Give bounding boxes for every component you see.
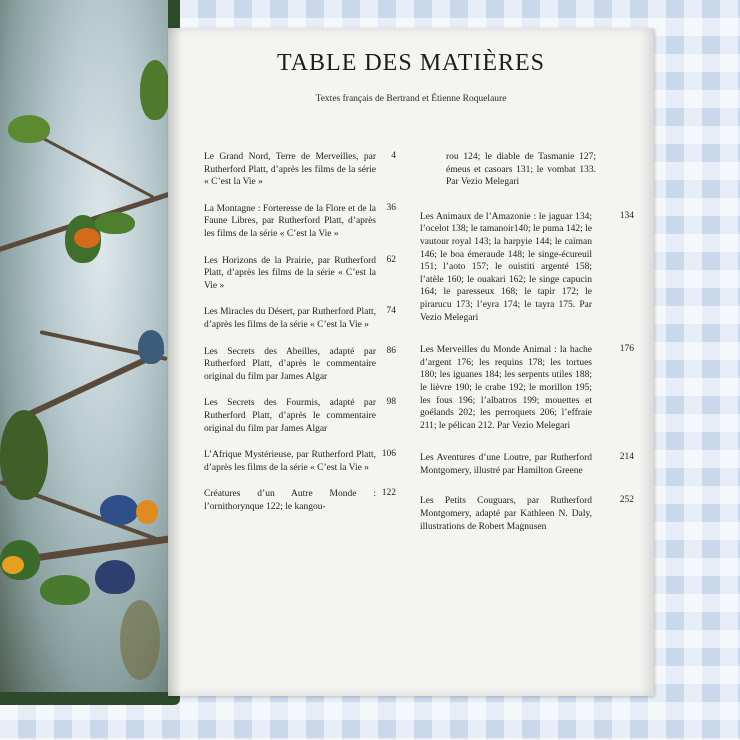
toc-entry	[204, 203, 404, 241]
parrot	[140, 60, 168, 120]
toc-entry-page: 62	[386, 254, 396, 265]
branch	[29, 130, 154, 198]
toc-entry	[204, 488, 404, 513]
toc-entry-page: 86	[386, 345, 396, 356]
left-page-photo	[0, 0, 168, 692]
parrot	[40, 575, 90, 605]
toc-entry-text: rou 124; le diable de Tasmanie 127; émeus et casoars 131; le vombat 133. Par Vezio Melegari	[446, 152, 596, 188]
parrot-breast	[2, 556, 24, 574]
parrot	[95, 212, 135, 234]
parrot	[8, 115, 50, 143]
toc-entry-page: 4	[391, 151, 396, 161]
parrot	[95, 560, 135, 594]
toc-entry	[204, 255, 404, 293]
toc-entry-text: La Montagne : Forteresse de la Flore et de la Faune Libres, par Rutherford Platt, d’après les films de la série « C’est la Vie »	[204, 203, 376, 239]
contents-column-left	[204, 151, 404, 527]
toc-entry-text: Les Aventures d’une Loutre, par Rutherford Montgomery, illustré par Hamilton Greene	[420, 453, 592, 476]
toc-entry-page: 214	[619, 452, 634, 463]
toc-entry-text: Le Grand Nord, Terre de Merveilles, par Rutherford Platt, d’après les films de la série « C’est la Vie »	[204, 152, 376, 188]
page-title: TABLE DES MATIÈRES	[276, 50, 546, 76]
contents-column-right	[420, 151, 634, 547]
toc-entry	[420, 210, 634, 324]
toc-entry-text: L’Afrique Mystérieuse, par Rutherford Platt, d’après les films de la série « C’est la Vie »	[204, 450, 376, 473]
parrot-breast	[74, 228, 100, 248]
toc-entry-text: Les Animaux de l’Amazonie : le jaguar 134; l’ocelot 138; le tamanoir140; le puma 142; le vautour royal 143; la harpyie 144; le caïman 146; le boa émeraude 148; le singe-écureuil 151; l’aoto 157; le ouistiti argenté 158; l’atèle 160; le ouakari 162; le singe capucin 164; le paresseux 168; le tapir 172; le pirarucu 173; l’eyra 174; le tayra 175. Par Vezio Melegari	[420, 211, 592, 323]
toc-entry	[204, 306, 404, 331]
toc-entry-text: Les Petits Couguars, par Rutherford Montgomery, adapté par Kathleen N. Daly, illustrations de Robert Magnusen	[420, 496, 592, 532]
page-subtitle: Textes français de Bertrand et Étienne Roquelaure	[315, 94, 507, 104]
toc-entry-page: 176	[619, 344, 634, 355]
toc-entry	[204, 397, 404, 435]
toc-entry	[204, 449, 404, 474]
foliage	[120, 600, 160, 680]
toc-entry-text: Les Secrets des Abeilles, adapté par Rutherford Platt, d’après le commentaire original du film par James Algar	[204, 346, 376, 382]
parrot	[138, 330, 164, 364]
toc-entry-page: 36	[386, 202, 396, 213]
toc-entry	[420, 495, 634, 533]
parrot	[100, 495, 138, 525]
toc-entry-page: 74	[386, 306, 396, 317]
toc-entry-text: Créatures d’un Autre Monde : l’ornithorynque 122; le kangou-	[204, 489, 376, 512]
toc-entry-continuation	[420, 151, 620, 189]
toc-entry	[204, 346, 404, 384]
toc-entry-text: Les Miracles du Désert, par Rutherford Platt, d’après les films de la série « C’est la Vie »	[204, 307, 376, 330]
toc-entry-page: 98	[386, 397, 396, 408]
page-gutter-shadow	[168, 28, 182, 696]
toc-entry-page: 106	[381, 449, 396, 460]
toc-entry	[204, 151, 404, 189]
contents-page	[168, 28, 654, 696]
toc-entry-text: Les Secrets des Fourmis, adapté par Rutherford Platt, d’après le commentaire original du film par James Algar	[204, 398, 376, 434]
toc-entry-text: Les Horizons de la Prairie, par Rutherford Platt, d’après les films de la série « C’est la Vie »	[204, 255, 376, 291]
toc-entry	[420, 344, 634, 432]
toc-entry-text: Les Merveilles du Monde Animal : la hache d’argent 176; les requins 178; les tortues 180; les iguanes 184; les serpents utiles 188; le lièvre 190; le crabe 192; le morillon 195; les fous 196; l’albatros 199; mouettes et goélands 202; les perroquets 206; l’effraie 211; le pélican 212. Par Vezio Melegari	[420, 345, 592, 431]
parrot-head	[136, 500, 158, 524]
toc-entry	[420, 452, 634, 477]
toc-entry-page: 134	[619, 210, 634, 221]
toc-entry-page: 122	[381, 488, 396, 499]
parrot	[0, 410, 48, 500]
toc-entry-page: 252	[619, 495, 634, 506]
